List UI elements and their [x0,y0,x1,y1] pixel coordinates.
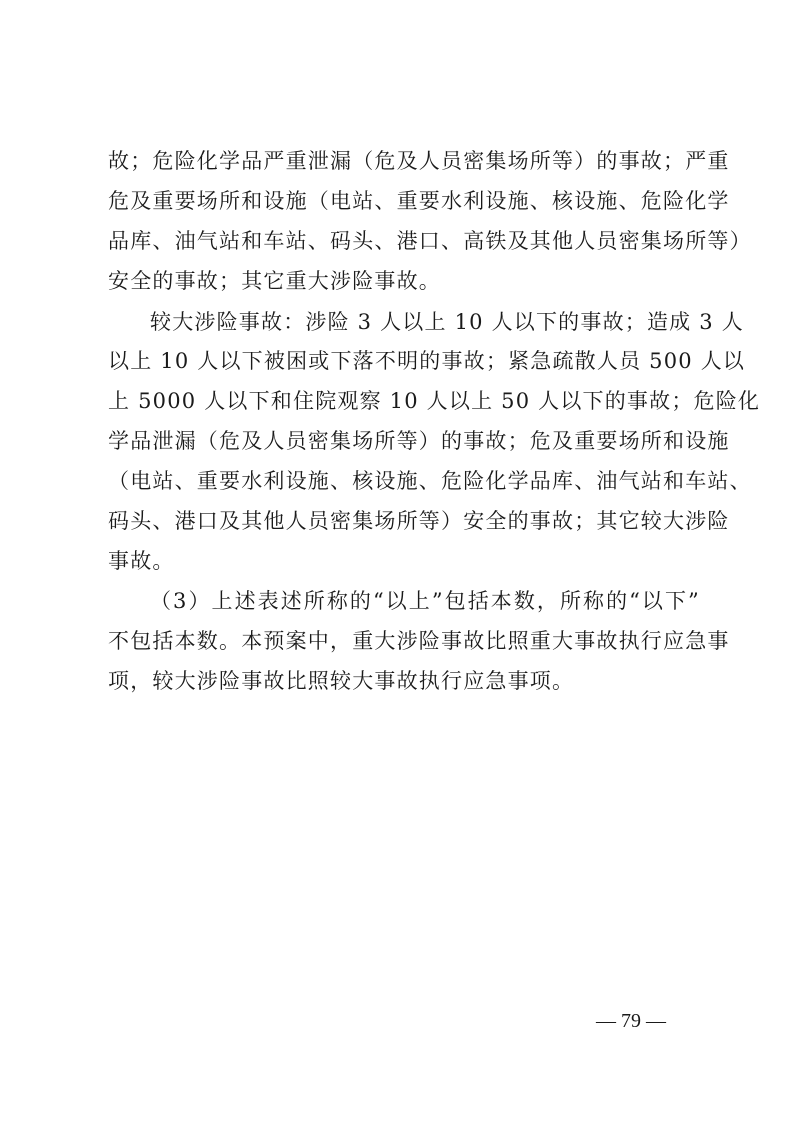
paragraph-line: 事故。 [108,549,175,573]
page-number: — 79 — [596,1010,666,1032]
paragraph-line: 安全的事故；其它重大涉险事故。 [108,269,441,293]
paragraph-line: 上 5000 人以下和住院观察 10 人以上 50 人以下的事故；危险化 [108,389,761,413]
paragraph-line: 项，较大涉险事故比照较大事故执行应急事项。 [108,669,575,693]
paragraph-line: 危及重要场所和设施（电站、重要水利设施、核设施、危险化学 [108,189,730,213]
paragraph-line: 学品泄漏（危及人员密集场所等）的事故；危及重要场所和设施 [108,429,730,453]
paragraph-line: （3）上述表述所称的“以上”包括本数，所称的“以下” [150,589,700,613]
paragraph-line: 以上 10 人以下被困或下落不明的事故；紧急疏散人员 500 人以 [108,349,746,373]
paragraph-line: 不包括本数。本预案中，重大涉险事故比照重大事故执行应急事 [108,629,730,653]
paragraph-line: （电站、重要水利设施、核设施、危险化学品库、油气站和车站、 [108,469,752,493]
paragraph-line: 较大涉险事故：涉险 3 人以上 10 人以下的事故；造成 3 人 [150,310,744,334]
paragraph-line: 码头、港口及其他人员密集场所等）安全的事故；其它较大涉险 [108,509,730,533]
paragraph-line: 品库、油气站和车站、码头、港口、高铁及其他人员密集场所等） [108,229,752,253]
paragraph-line: 故；危险化学品严重泄漏（危及人员密集场所等）的事故；严重 [108,149,730,173]
